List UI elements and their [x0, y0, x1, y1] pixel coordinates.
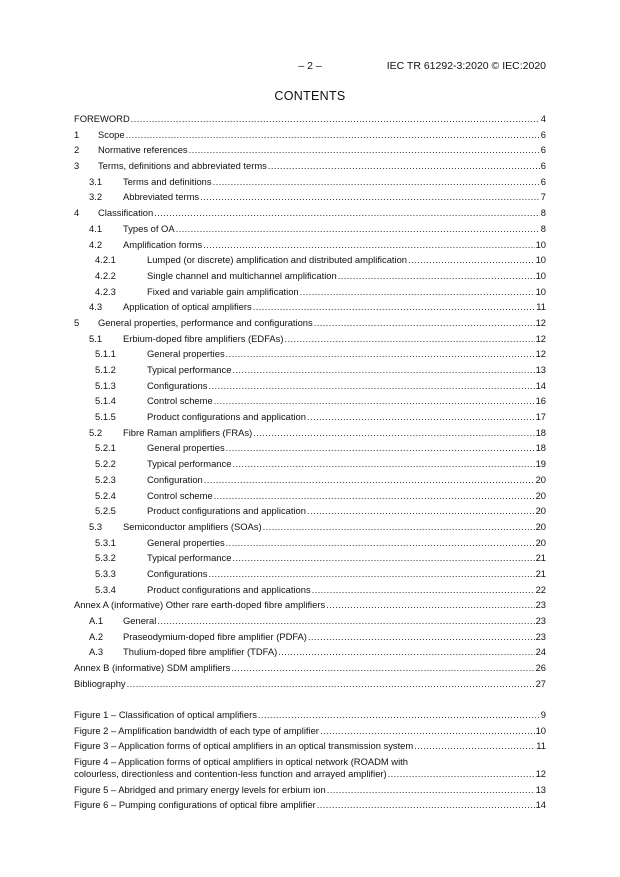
- toc-entry-number: 5.3.3: [95, 567, 116, 579]
- leader-dots: [208, 566, 534, 582]
- figure-entry[interactable]: [74, 723, 546, 739]
- toc-entry-number: 5.3.4: [95, 583, 116, 595]
- toc-entry-number: 3: [74, 160, 80, 172]
- table-of-contents: [74, 111, 546, 691]
- toc-entry[interactable]: [74, 440, 546, 456]
- toc-entry-page: 11: [536, 301, 546, 313]
- toc-entry-number: 4.1: [89, 222, 103, 234]
- toc-entry[interactable]: [74, 535, 546, 551]
- figure-entry-page: 9: [540, 709, 546, 720]
- leader-dots: [388, 768, 535, 780]
- toc-entry-number: 5.1: [89, 332, 103, 344]
- leader-dots: [253, 299, 536, 315]
- toc-entry-number: 4.2: [89, 238, 103, 250]
- leader-dots: [232, 550, 534, 566]
- toc-entry[interactable]: [74, 362, 546, 378]
- toc-entry-annex-b[interactable]: [74, 660, 546, 676]
- toc-entry-number: 4.3: [89, 301, 103, 313]
- figure-entry-page: 13: [535, 783, 546, 795]
- toc-entry-page: 23: [535, 599, 546, 611]
- leader-dots: [338, 268, 535, 284]
- toc-entry[interactable]: [74, 582, 546, 598]
- toc-entry-title: Configurations: [147, 567, 208, 579]
- toc-entry-page: 12: [535, 316, 546, 328]
- toc-entry-number: 3.2: [89, 191, 103, 203]
- toc-entry-title: Single channel and multichannel amplification: [147, 269, 337, 281]
- figure-entry-title: Figure 3 – Application forms of optical amplifiers in an optical transmission system: [74, 740, 414, 752]
- toc-entry[interactable]: [74, 268, 546, 284]
- leader-dots: [176, 221, 540, 237]
- toc-entry[interactable]: [74, 613, 546, 629]
- toc-entry-number: 2: [74, 144, 80, 156]
- toc-entry-title: Semiconductor amplifiers (SOAs): [123, 520, 262, 532]
- toc-entry[interactable]: [74, 425, 546, 441]
- toc-entry-page: 8: [540, 222, 546, 234]
- leader-dots: [189, 142, 540, 158]
- toc-entry-title: Terms and definitions: [123, 175, 212, 187]
- toc-entry-page: 12: [535, 348, 546, 360]
- leader-dots: [320, 723, 535, 739]
- toc-entry-title: Typical performance: [147, 552, 232, 564]
- toc-entry-number: 5.3.1: [95, 536, 116, 548]
- toc-entry-title: Fibre Raman amplifiers (FRAs): [123, 426, 253, 438]
- leader-dots: [213, 174, 540, 190]
- toc-entry-page: 24: [535, 646, 546, 658]
- toc-entry[interactable]: [74, 378, 546, 394]
- leader-dots: [226, 346, 535, 362]
- leader-dots: [214, 488, 535, 504]
- toc-entry-page: 16: [535, 395, 546, 407]
- toc-entry-foreword[interactable]: [74, 111, 546, 127]
- toc-entry[interactable]: [74, 629, 546, 645]
- page-title: CONTENTS: [274, 89, 346, 103]
- leader-dots: [278, 644, 534, 660]
- toc-entry-title: General properties: [147, 536, 225, 548]
- toc-entry-title: Product configurations and application: [147, 505, 306, 517]
- leader-dots: [284, 331, 534, 347]
- leader-dots: [258, 707, 540, 723]
- leader-dots: [127, 676, 535, 692]
- toc-entry-title: Amplification forms: [123, 238, 203, 250]
- list-of-figures: [74, 707, 546, 813]
- toc-entry-title: FOREWORD: [74, 113, 130, 124]
- toc-entry-title: Control scheme: [147, 395, 213, 407]
- toc-entry[interactable]: [74, 550, 546, 566]
- leader-dots: [312, 582, 535, 598]
- leader-dots: [263, 519, 535, 535]
- toc-entry-title: General properties, performance and configurations: [98, 316, 313, 328]
- toc-entry[interactable]: [74, 252, 546, 268]
- page-number: – 2 –: [298, 60, 322, 72]
- leader-dots: [154, 205, 540, 221]
- figure-entry[interactable]: [74, 707, 546, 723]
- toc-entry[interactable]: [74, 284, 546, 300]
- leader-dots: [126, 127, 540, 143]
- figure-entry-title: Figure 2 – Amplification bandwidth of each type of amplifier: [74, 724, 319, 736]
- toc-entry[interactable]: [74, 142, 546, 158]
- toc-entry-title: Application of optical amplifiers: [123, 301, 252, 313]
- leader-dots: [226, 440, 535, 456]
- toc-entry-title: Types of OA: [123, 222, 175, 234]
- leader-dots: [268, 158, 540, 174]
- toc-entry-number: 5.2.1: [95, 442, 116, 454]
- toc-entry[interactable]: [74, 488, 546, 504]
- leader-dots: [314, 315, 535, 331]
- toc-entry[interactable]: [74, 158, 546, 174]
- toc-entry-title: Abbreviated terms: [123, 191, 200, 203]
- leader-dots: [308, 629, 535, 645]
- toc-entry-page: 18: [535, 426, 546, 438]
- figure-entry-title-continued: colourless, directionless and contention-less function and arrayed amplifier): [74, 767, 387, 779]
- figure-entry-title: Figure 5 – Abridged and primary energy levels for erbium ion: [74, 783, 326, 795]
- toc-entry[interactable]: [74, 205, 546, 221]
- leader-dots: [208, 378, 534, 394]
- leader-dots: [232, 456, 534, 472]
- toc-entry-number: 5.1.3: [95, 379, 116, 391]
- toc-entry[interactable]: [74, 503, 546, 519]
- toc-entry[interactable]: [74, 456, 546, 472]
- toc-entry-title: Praseodymium-doped fibre amplifier (PDFA): [123, 630, 307, 642]
- leader-dots: [414, 738, 535, 754]
- toc-entry[interactable]: [74, 566, 546, 582]
- toc-entry[interactable]: [74, 237, 546, 253]
- toc-entry-page: 6: [540, 144, 546, 156]
- toc-entry-number: 5.2.2: [95, 458, 116, 470]
- leader-dots: [300, 284, 535, 300]
- leader-dots: [307, 503, 535, 519]
- figure-entry[interactable]: [74, 756, 546, 782]
- toc-entry-number: 5.3.2: [95, 552, 116, 564]
- toc-entry-title: Typical performance: [147, 364, 232, 375]
- toc-entry-number: 5.1.4: [95, 395, 116, 407]
- toc-entry[interactable]: [74, 315, 546, 331]
- toc-entry-number: 4.2.1: [95, 254, 116, 266]
- toc-entry[interactable]: [74, 221, 546, 237]
- toc-entry-page: 14: [535, 379, 546, 391]
- figure-entry-page: 14: [535, 799, 546, 811]
- toc-entry-number: 1: [74, 128, 80, 140]
- toc-entry-page: 26: [535, 662, 546, 674]
- toc-entry-page: 21: [535, 567, 546, 579]
- toc-entry-page: 10: [535, 285, 546, 297]
- toc-entry-number: A.1: [89, 615, 104, 626]
- toc-entry-page: 17: [535, 411, 546, 423]
- document-reference: IEC TR 61292-3:2020 © IEC:2020: [386, 60, 546, 72]
- toc-entry-title: Product configurations and applications: [147, 583, 311, 595]
- toc-entry-title: Annex A (informative) Other rare earth-doped fibre amplifiers: [74, 599, 326, 611]
- toc-entry-page: 23: [535, 615, 546, 626]
- toc-entry-page: 20: [535, 520, 546, 532]
- toc-entry-title: Product configurations and application: [147, 411, 306, 423]
- toc-entry-title: Configuration: [147, 473, 203, 485]
- toc-entry-page: 6: [540, 128, 546, 140]
- toc-entry-page: 22: [535, 583, 546, 595]
- toc-entry-page: 6: [540, 175, 546, 187]
- leader-dots: [203, 237, 534, 253]
- toc-entry-title: Lumped (or discrete) amplification and distributed amplification: [147, 254, 408, 266]
- figure-entry-page: 10: [535, 724, 546, 736]
- leader-dots: [231, 660, 534, 676]
- toc-entry-number: 4: [74, 207, 80, 219]
- leader-dots: [226, 535, 535, 551]
- toc-entry-number: 5.2: [89, 426, 103, 438]
- toc-entry-page: 20: [535, 489, 546, 501]
- toc-entry[interactable]: [74, 409, 546, 425]
- toc-entry-number: 5.3: [89, 520, 103, 532]
- toc-entry-page: 12: [535, 332, 546, 344]
- toc-entry-page: 8: [540, 207, 546, 219]
- leader-dots: [131, 111, 540, 127]
- leader-dots: [327, 782, 535, 798]
- toc-entry-title: Terms, definitions and abbreviated terms: [98, 160, 267, 172]
- toc-entry-number: 4.2.3: [95, 285, 116, 297]
- toc-entry-page: 6: [540, 160, 546, 172]
- figure-entry[interactable]: [74, 797, 546, 813]
- figure-entry-title: Figure 6 – Pumping configurations of optical fibre amplifier: [74, 799, 316, 811]
- toc-entry-page: 10: [535, 269, 546, 281]
- leader-dots: [253, 425, 534, 441]
- toc-entry-number: 4.2.2: [95, 269, 116, 281]
- toc-entry[interactable]: [74, 472, 546, 488]
- toc-entry-number: 5.2.5: [95, 505, 116, 517]
- leader-dots: [307, 409, 535, 425]
- toc-entry-page: 20: [535, 536, 546, 548]
- leader-dots: [214, 393, 535, 409]
- toc-entry-number: A.3: [89, 646, 104, 658]
- toc-entry[interactable]: [74, 189, 546, 205]
- toc-entry-page: 23: [535, 630, 546, 642]
- toc-entry-page: 10: [535, 254, 546, 266]
- toc-entry-title: Fixed and variable gain amplification: [147, 285, 299, 297]
- toc-entry[interactable]: [74, 174, 546, 190]
- toc-entry-title: Bibliography: [74, 677, 126, 689]
- toc-entry[interactable]: [74, 393, 546, 409]
- toc-entry-title: General: [123, 615, 157, 626]
- toc-entry-page: 27: [535, 677, 546, 689]
- toc-entry-title: Control scheme: [147, 489, 213, 501]
- figure-entry[interactable]: [74, 782, 546, 798]
- toc-entry-page: 20: [535, 473, 546, 485]
- toc-entry-page: 7: [540, 191, 546, 203]
- toc-entry-page: 20: [535, 505, 546, 517]
- toc-entry-title: Classification: [98, 207, 154, 219]
- figure-entry-title: Figure 4 – Application forms of optical amplifiers in optical network (ROADM with: [74, 756, 408, 768]
- toc-entry-page: 13: [535, 364, 546, 375]
- toc-entry-page: 4: [540, 113, 546, 124]
- toc-entry-title: Erbium-doped fibre amplifiers (EDFAs): [123, 332, 284, 344]
- toc-entry-number: 5.1.1: [95, 348, 116, 360]
- leader-dots: [200, 189, 540, 205]
- toc-entry[interactable]: [74, 644, 546, 660]
- toc-entry-number: A.2: [89, 630, 104, 642]
- toc-entry-number: 3.1: [89, 175, 103, 187]
- toc-entry-title: Scope: [98, 128, 125, 140]
- toc-entry-page: 10: [535, 238, 546, 250]
- toc-entry-title: Typical performance: [147, 458, 232, 470]
- figure-entry-title: Figure 1 – Classification of optical amplifiers: [74, 709, 257, 720]
- toc-entry[interactable]: [74, 331, 546, 347]
- figure-entry[interactable]: [74, 738, 546, 754]
- leader-dots: [326, 597, 534, 613]
- toc-entry-bibliography[interactable]: [74, 676, 546, 692]
- leader-dots: [408, 252, 535, 268]
- toc-entry-page: 21: [535, 552, 546, 564]
- leader-dots: [317, 797, 535, 813]
- figure-entry-page: 12: [535, 767, 546, 779]
- toc-entry[interactable]: [74, 346, 546, 362]
- toc-entry-number: 5.1.5: [95, 411, 116, 423]
- toc-entry-number: 5: [74, 316, 80, 328]
- toc-entry-title: Configurations: [147, 379, 208, 391]
- toc-entry-number: 5.1.2: [95, 364, 116, 375]
- toc-entry-title: General properties: [147, 442, 225, 454]
- leader-dots: [157, 613, 534, 629]
- toc-entry-title: Annex B (informative) SDM amplifiers: [74, 662, 231, 674]
- toc-entry[interactable]: [74, 299, 546, 315]
- leader-dots: [204, 472, 535, 488]
- toc-entry[interactable]: [74, 127, 546, 143]
- toc-entry-title: General properties: [147, 348, 225, 360]
- toc-entry-number: 5.2.4: [95, 489, 116, 501]
- figure-entry-page: 11: [536, 740, 546, 752]
- toc-entry-title: Normative references: [98, 144, 188, 156]
- toc-entry[interactable]: [74, 519, 546, 535]
- leader-dots: [232, 362, 534, 378]
- toc-entry-title: Thulium-doped fibre amplifier (TDFA): [123, 646, 278, 658]
- toc-entry-page: 18: [535, 442, 546, 454]
- toc-entry-number: 5.2.3: [95, 473, 116, 485]
- toc-entry-page: 19: [535, 458, 546, 470]
- toc-entry-annex-a[interactable]: [74, 597, 546, 613]
